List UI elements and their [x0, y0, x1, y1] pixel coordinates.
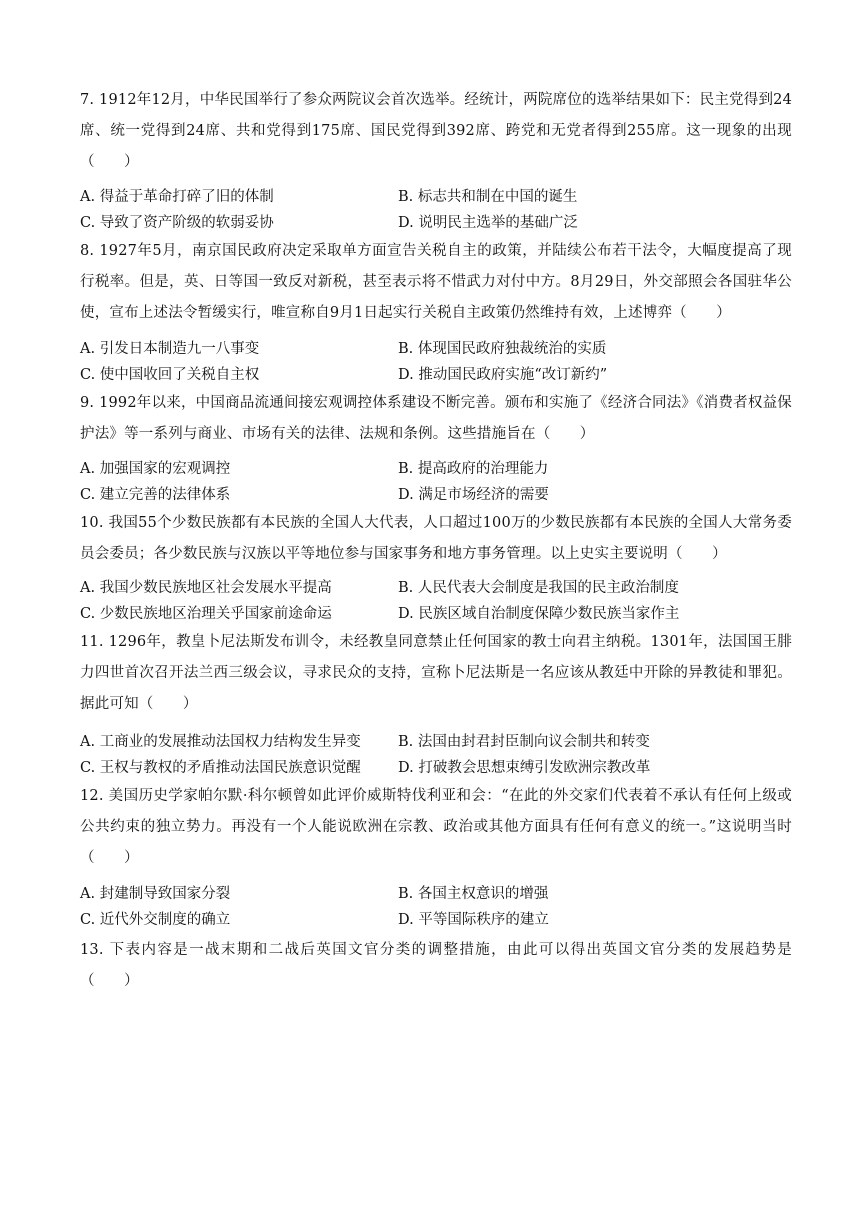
option-b: B. 人民代表大会制度是我国的民主政治制度	[398, 580, 679, 596]
question-10-stem: 10. 我国55个少数民族都有本民族的全国人大代表，人口超过100万的少数民族都有本民族的全国人大常务委员会委员；各少数民族与汉族以平等地位参与国家事务和地方事务管理。以上史实主要说明（ ）	[80, 515, 792, 562]
option-a: A. 封建制导致国家分裂	[80, 886, 231, 902]
option-c: C. 近代外交制度的确立	[80, 912, 231, 928]
question-11-stem: 11. 1296年，教皇卜尼法斯发布训令，未经教皇同意禁止任何国家的教士向君主纳税。1301年，法国国王腓力四世首次召开法兰西三级会议，寻求民众的支持，宣称卜尼法斯是一名应该从教廷中开除的异教徒和罪犯。据此可知（ ）	[80, 634, 792, 712]
option-a: A. 加强国家的宏观调控	[80, 461, 231, 477]
question-9-options	[80, 456, 792, 508]
option-b: B. 体现国民政府独裁统治的实质	[398, 341, 607, 357]
option-b: B. 法国由封君封臣制向议会制共和转变	[398, 734, 650, 750]
question-7-stem: 7. 1912年12月，中华民国举行了参众两院议会首次选举。经统计，两院席位的选举结果如下：民主党得到24席、统一党得到24席、共和党得到175席、国民党得到392席、跨党和无党者得到255席。这一现象的出现（ ）	[80, 92, 792, 170]
question-13-stem: 13. 下表内容是一战末期和二战后英国文官分类的调整措施，由此可以得出英国文官分类的发展趋势是（ ）	[80, 942, 792, 989]
option-c: C. 少数民族地区治理关乎国家前途命运	[80, 606, 332, 622]
option-d: D. 推动国民政府实施“改订新约”	[398, 367, 608, 383]
option-d: D. 说明民主选举的基础广泛	[398, 215, 578, 231]
option-d: D. 民族区域自治制度保障少数民族当家作主	[398, 606, 680, 622]
option-c: C. 王权与教权的矛盾推动法国民族意识觉醒	[80, 760, 361, 776]
option-c: C. 使中国收回了关税自主权	[80, 367, 260, 383]
question-12-options	[80, 881, 792, 933]
question-9-stem: 9. 1992年以来，中国商品流通间接宏观调控体系建设不断完善。颁布和实施了《经济合同法》《消费者权益保护法》等一系列与商业、市场有关的法律、法规和条例。这些措施旨在（ ）	[80, 395, 792, 442]
option-c: C. 建立完善的法律体系	[80, 487, 231, 503]
option-c: C. 导致了资产阶级的软弱妥协	[80, 215, 274, 231]
question-12-stem: 12. 美国历史学家帕尔默·科尔顿曾如此评价威斯特伐利亚和会：“在此的外交家们代表着不承认有任何上级或公共约束的独立势力。再没有一个人能说欧洲在宗教、政治或其他方面具有任何有意义的统一。”这说明当时（ ）	[80, 788, 792, 866]
question-8-options	[80, 336, 792, 388]
question-8-stem: 8. 1927年5月，南京国民政府决定采取单方面宣告关税自主的政策，并陆续公布若干法令，大幅度提高了现行税率。但是，英、日等国一致反对新税，甚至表示将不惜武力对付中方。8月29日，外交部照会各国驻华公使，宣布上述法令暂缓实行，唯宣称自9月1日起实行关税自主政策仍然维持有效，上述博弈（ ）	[80, 243, 792, 321]
question-7-options	[80, 184, 792, 236]
option-b: B. 提高政府的治理能力	[398, 461, 549, 477]
option-a: A. 工商业的发展推动法国权力结构发生异变	[80, 734, 361, 750]
option-a: A. 引发日本制造九一八事变	[80, 341, 260, 357]
option-a: A. 我国少数民族地区社会发展水平提高	[80, 580, 332, 596]
option-d: D. 打破教会思想束缚引发欧洲宗教改革	[398, 760, 651, 776]
option-a: A. 得益于革命打碎了旧的体制	[80, 189, 274, 205]
option-b: B. 各国主权意识的增强	[398, 886, 549, 902]
option-b: B. 标志共和制在中国的诞生	[398, 189, 578, 205]
option-d: D. 满足市场经济的需要	[398, 487, 549, 503]
option-d: D. 平等国际秩序的建立	[398, 912, 549, 928]
question-10-options	[80, 575, 792, 627]
question-11-options	[80, 729, 792, 781]
